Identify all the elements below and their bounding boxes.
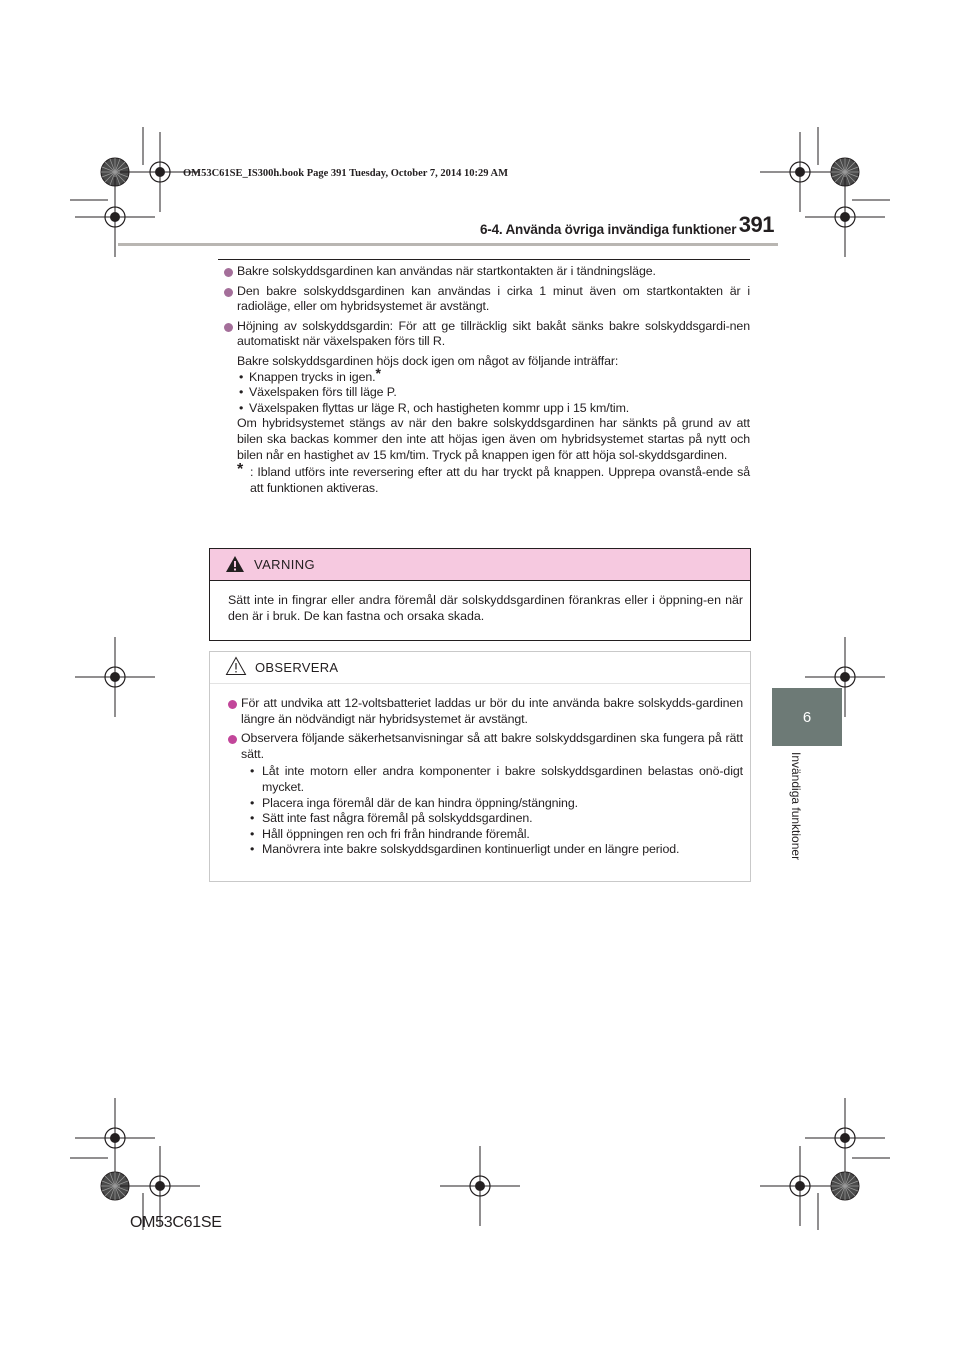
bullet-item — [224, 284, 750, 315]
warning-box — [209, 548, 751, 641]
list-text: Knappen trycks in igen. — [249, 369, 376, 384]
list-text: Håll öppningen ren och fri från hindrande föremål. — [262, 826, 530, 841]
list-item — [224, 385, 750, 401]
bullet-text: Bakre solskyddsgardinen kan användas när startkontakten är i tändningsläge. — [237, 264, 656, 278]
list-text: Låt inte motorn eller andra komponenter i bakre solskyddsgardinen belastas onö-digt mycket. — [262, 764, 743, 794]
chapter-number: 6 — [802, 708, 812, 726]
notice-header — [210, 652, 750, 684]
bullet-dot-icon — [224, 288, 233, 297]
bullet-text: Höjning av solskyddsgardin: För att ge tillräcklig sikt bakåt sänks bakre solskyddsgardi-nen automatiskt när växelspaken förs till R. — [237, 318, 750, 349]
bullet-dot-icon — [224, 323, 233, 332]
bullet-item — [228, 731, 743, 762]
registration-target-icon — [760, 1146, 840, 1226]
list-item — [224, 401, 750, 417]
bullet-item — [228, 696, 743, 727]
chapter-side-label: Invändiga funktioner — [789, 752, 803, 861]
document-code: OM53C61SE — [130, 1214, 222, 1231]
chapter-tab — [772, 688, 842, 746]
registration-target-icon — [440, 1146, 520, 1226]
warning-text: Sätt inte in fingrar eller andra föremål där solskyddsgardinen förankras eller i öppning-en när den är i bruk. De kan fastna och orsaka skada. — [228, 593, 743, 623]
list-text: Växelspaken förs till läge P. — [249, 385, 397, 400]
footnote — [224, 461, 750, 496]
warning-triangle-icon — [225, 555, 245, 573]
list-mark: • — [239, 385, 244, 400]
list-item — [228, 811, 743, 827]
list-item — [224, 364, 750, 386]
list-text: Sätt inte fast några föremål på solskyddsgardinen. — [262, 811, 533, 826]
list-mark: • — [250, 842, 255, 857]
list-mark: • — [250, 826, 255, 841]
bullet-item — [224, 264, 750, 280]
print-stamp: OM53C61SE_IS300h.book Page 391 Tuesday, October 7, 2014 10:29 AM — [183, 168, 509, 179]
registration-target-icon — [760, 132, 840, 212]
bullet-text: Den bakre solskyddsgardinen kan användas i cirka 1 minut även om startkontakten är i radioläge, eller om hybridsystemet är avstängt. — [237, 283, 750, 314]
notice-box — [209, 651, 751, 882]
bullet-dot-icon — [224, 268, 233, 277]
registration-target-icon — [805, 1098, 885, 1178]
registration-target-icon — [805, 177, 885, 257]
bullet-dot-icon — [228, 700, 237, 709]
bullet-dot-icon — [228, 735, 237, 744]
caution-triangle-icon — [225, 656, 247, 676]
notice-body — [228, 696, 743, 858]
content-rule — [218, 259, 750, 260]
list-text: Manövrera inte bakre solskyddsgardinen kontinuerligt under en längre period. — [262, 842, 680, 857]
registration-target-icon — [75, 1098, 155, 1178]
footnote-star: * — [237, 461, 244, 479]
header-rule — [118, 243, 778, 246]
list-item — [228, 827, 743, 843]
footnote-ref: * — [375, 364, 381, 381]
list-mark: • — [250, 795, 255, 810]
bullet-text: För att undvika att 12-voltsbatteriet laddas ur bör du inte använda bakre solskydds-gardinen längre än nödvändigt när hybridsystemet är avstängt. — [241, 696, 743, 726]
list-mark: • — [239, 400, 244, 415]
list-item — [228, 796, 743, 812]
warning-header — [210, 549, 750, 581]
page-number: 391 — [738, 212, 774, 237]
list-mark: • — [250, 811, 255, 826]
section-title: 6-4. Använda övriga invändiga funktioner — [480, 222, 737, 237]
bullet-text: Observera följande säkerhetsanvisningar så att bakre solskyddsgardinen ska fungera på rätt sätt. — [241, 731, 743, 761]
list-item — [228, 842, 743, 858]
notice-title: OBSERVERA — [255, 660, 339, 675]
registration-mark-icon — [831, 1172, 859, 1200]
registration-target-icon — [75, 637, 155, 717]
list-text: Växelspaken flyttas ur läge R, och hastigheten kommr upp i 15 km/tim. — [249, 400, 630, 415]
bullet-item — [224, 319, 750, 350]
list-item — [228, 764, 743, 795]
list-mark: • — [239, 369, 244, 384]
list-mark: • — [250, 764, 255, 779]
warning-title: VARNING — [254, 557, 316, 572]
raise-intro: Bakre solskyddsgardinen höjs dock igen om något av följande inträffar: — [237, 353, 619, 368]
footnote-text: : Ibland utförs inte reversering efter att du har tryckt på knappen. Upprepa ovanstå-ende så att funktionen aktiveras. — [250, 465, 750, 495]
list-text: Placera inga föremål där de kan hindra öppning/stängning. — [262, 795, 578, 810]
main-content — [224, 264, 750, 496]
hybrid-note: Om hybridsystemet stängs av när den bakre solskyddsgardinen har sänkts på grund av att bilen ska backas kommer den inte att höjas igen även om hybridsystemet startas på nytt och bilen når en hastighet av 15 km/tim. Tryck på knappen igen för att höja sol-skyddsgardinen. — [237, 416, 750, 462]
